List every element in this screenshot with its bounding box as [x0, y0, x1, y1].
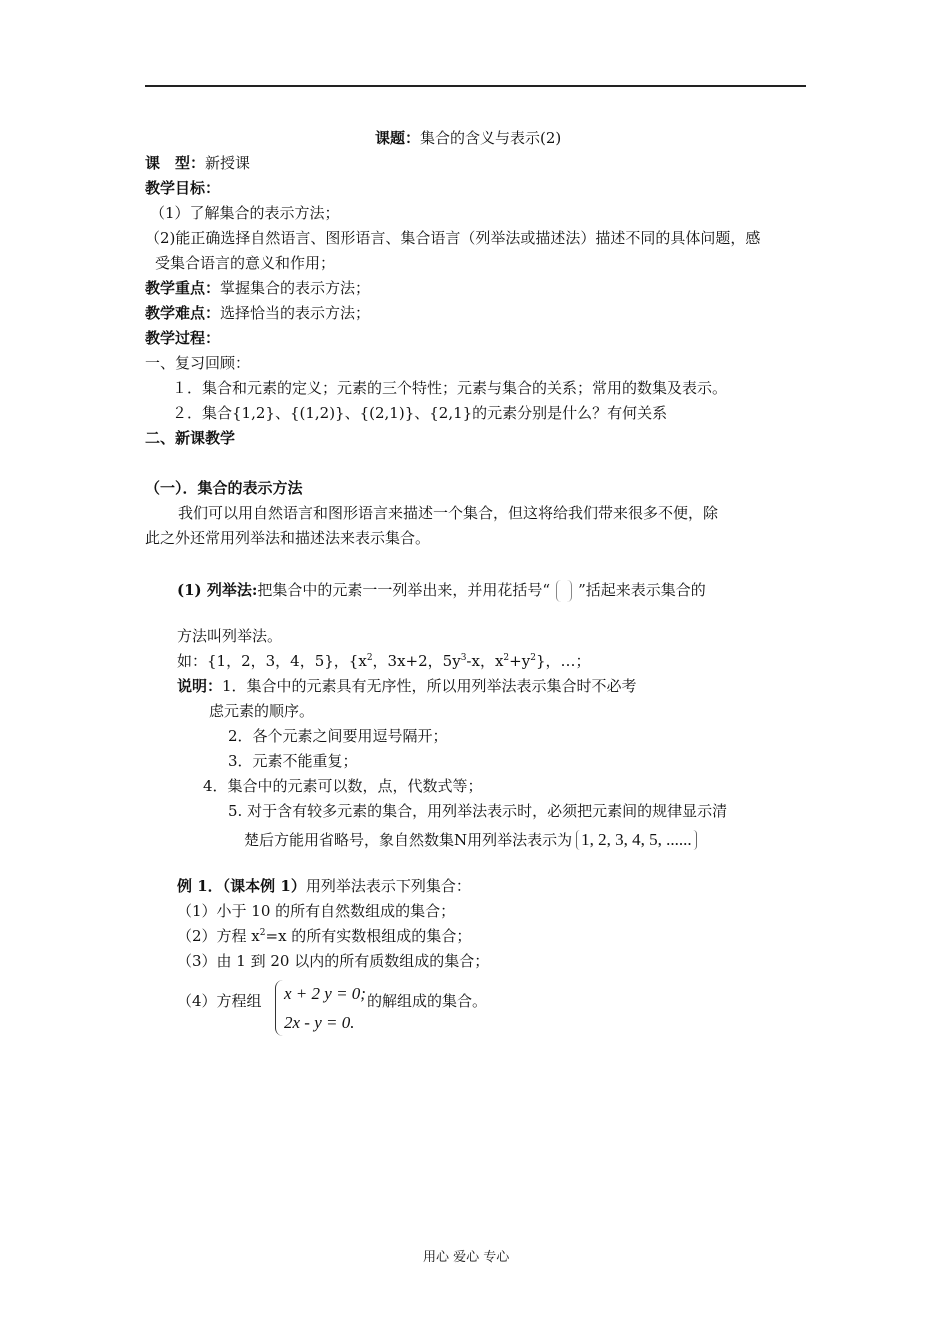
note-text: 1．集合中的元素具有无序性，所以用列举法表示集合时不必考 — [222, 677, 637, 695]
superscript: 2 — [530, 653, 536, 663]
goal-item: （1）了解集合的表示方法； — [150, 204, 340, 222]
example1-text: 用列举法表示下列集合： — [305, 877, 471, 895]
title-label: 课题： — [375, 129, 421, 147]
key-point-value: 掌握集合的表示方法； — [220, 279, 371, 297]
note-item: 5. 对于含有较多元素的集合，用列举法表示时，必须把元素间的规律显示清 — [228, 802, 728, 820]
example1-text: =x 的所有实数根组成的集合； — [265, 927, 472, 945]
example-text: 如：{1，2，3，4，5}，{x — [177, 652, 367, 670]
enumeration-line2: 方法叫列举法。 — [177, 627, 283, 645]
example1-label: 例 1．（课本例 1） — [177, 877, 306, 895]
difficulty-label: 教学难点： — [145, 304, 221, 322]
example1-item4-suffix: 的解组成的集合。 — [367, 992, 488, 1010]
example-text: -x，x — [466, 652, 504, 670]
review-heading: 一、复习回顾： — [145, 354, 251, 372]
example-text: ，3x+2，5y — [372, 652, 461, 670]
lesson-type-value: 新授课 — [205, 154, 251, 172]
equation-2: 2x - y = 0. — [284, 1013, 355, 1032]
key-point-label: 教学重点： — [145, 279, 221, 297]
superscript: 2 — [259, 928, 266, 938]
superscript: 3 — [460, 653, 467, 663]
example1-text: （2）方程 x — [177, 927, 260, 945]
header-rule — [145, 85, 806, 87]
goal-item-continued: 受集合语言的意义和作用； — [155, 254, 336, 272]
page-title — [375, 128, 561, 148]
goal-item: （2)能正确选择自然语言、图形语言、集合语言（列举法或描述法）描述不同的具体问题，感 — [145, 229, 761, 247]
example1-item — [177, 926, 471, 946]
notes-label: 说明： — [177, 677, 223, 695]
equation-1: x + 2 y = 0; — [284, 984, 366, 1003]
process-heading: 教学过程： — [145, 329, 221, 347]
review-item: ２．集合{1,2}、{(1,2)}、{(2,1)}、{2,1}的元素分别是什么？有何关系 — [172, 404, 668, 422]
difficulty-value: 选择恰当的表示方法； — [220, 304, 371, 322]
lesson-type-label: 课 型： — [145, 154, 206, 172]
enumeration-text-b: ”括起来表示集合的 — [578, 581, 706, 599]
enumeration-label: (1) 列举法: — [177, 581, 258, 599]
note-text: 楚后方能用省略号，象自然数集N用列举法表示为 — [244, 831, 573, 849]
enumeration-text-a: 把集合中的元素一一列举出来，并用花括号“ — [257, 581, 551, 599]
superscript: 2 — [366, 653, 373, 663]
example1-item: （3）由 1 到 20 以内的所有质数组成的集合； — [177, 952, 490, 970]
superscript: 2 — [503, 653, 510, 663]
lesson-type — [145, 153, 250, 173]
difficulty — [145, 303, 370, 323]
page-footer: 用心 爱心 专心 — [423, 1250, 510, 1265]
example1-item4-prefix: （4）方程组 — [177, 992, 262, 1010]
curly-braces-icon — [556, 580, 572, 602]
note-item: 2．各个元素之间要用逗号隔开； — [228, 727, 448, 745]
title-text: 集合的含义与表示(2) — [420, 129, 562, 147]
enumeration-example — [177, 651, 590, 671]
note-item: 4．集合中的元素可以数，点，代数式等； — [203, 777, 483, 795]
note-item-continued: 虑元素的顺序。 — [209, 702, 315, 720]
example-text: }，…； — [535, 652, 591, 670]
review-item: １．集合和元素的定义；元素的三个特性；元素与集合的关系；常用的数集及表示。 — [172, 379, 728, 397]
note-item-continued — [244, 830, 697, 850]
enumeration-definition — [177, 580, 706, 602]
note-item — [177, 676, 637, 696]
note-item: 3．元素不能重复； — [228, 752, 358, 770]
example1-item: （1）小于 10 的所有自然数组成的集合； — [177, 902, 456, 920]
example1-heading — [177, 876, 471, 896]
section-intro-line: 此之外还常用列举法和描述法来表示集合。 — [145, 529, 431, 547]
naturals-set: 1, 2, 3, 4, 5, ...... — [576, 830, 697, 850]
goals-heading: 教学目标： — [145, 179, 221, 197]
section-heading: （一）．集合的表示方法 — [145, 479, 303, 497]
key-point — [145, 278, 370, 298]
example-text: +y — [509, 652, 531, 670]
new-lesson-heading: 二、新课教学 — [145, 429, 236, 447]
system-brace-icon — [275, 980, 284, 1036]
section-intro-line: 我们可以用自然语言和图形语言来描述一个集合，但这将给我们带来很多不便，除 — [178, 504, 719, 522]
